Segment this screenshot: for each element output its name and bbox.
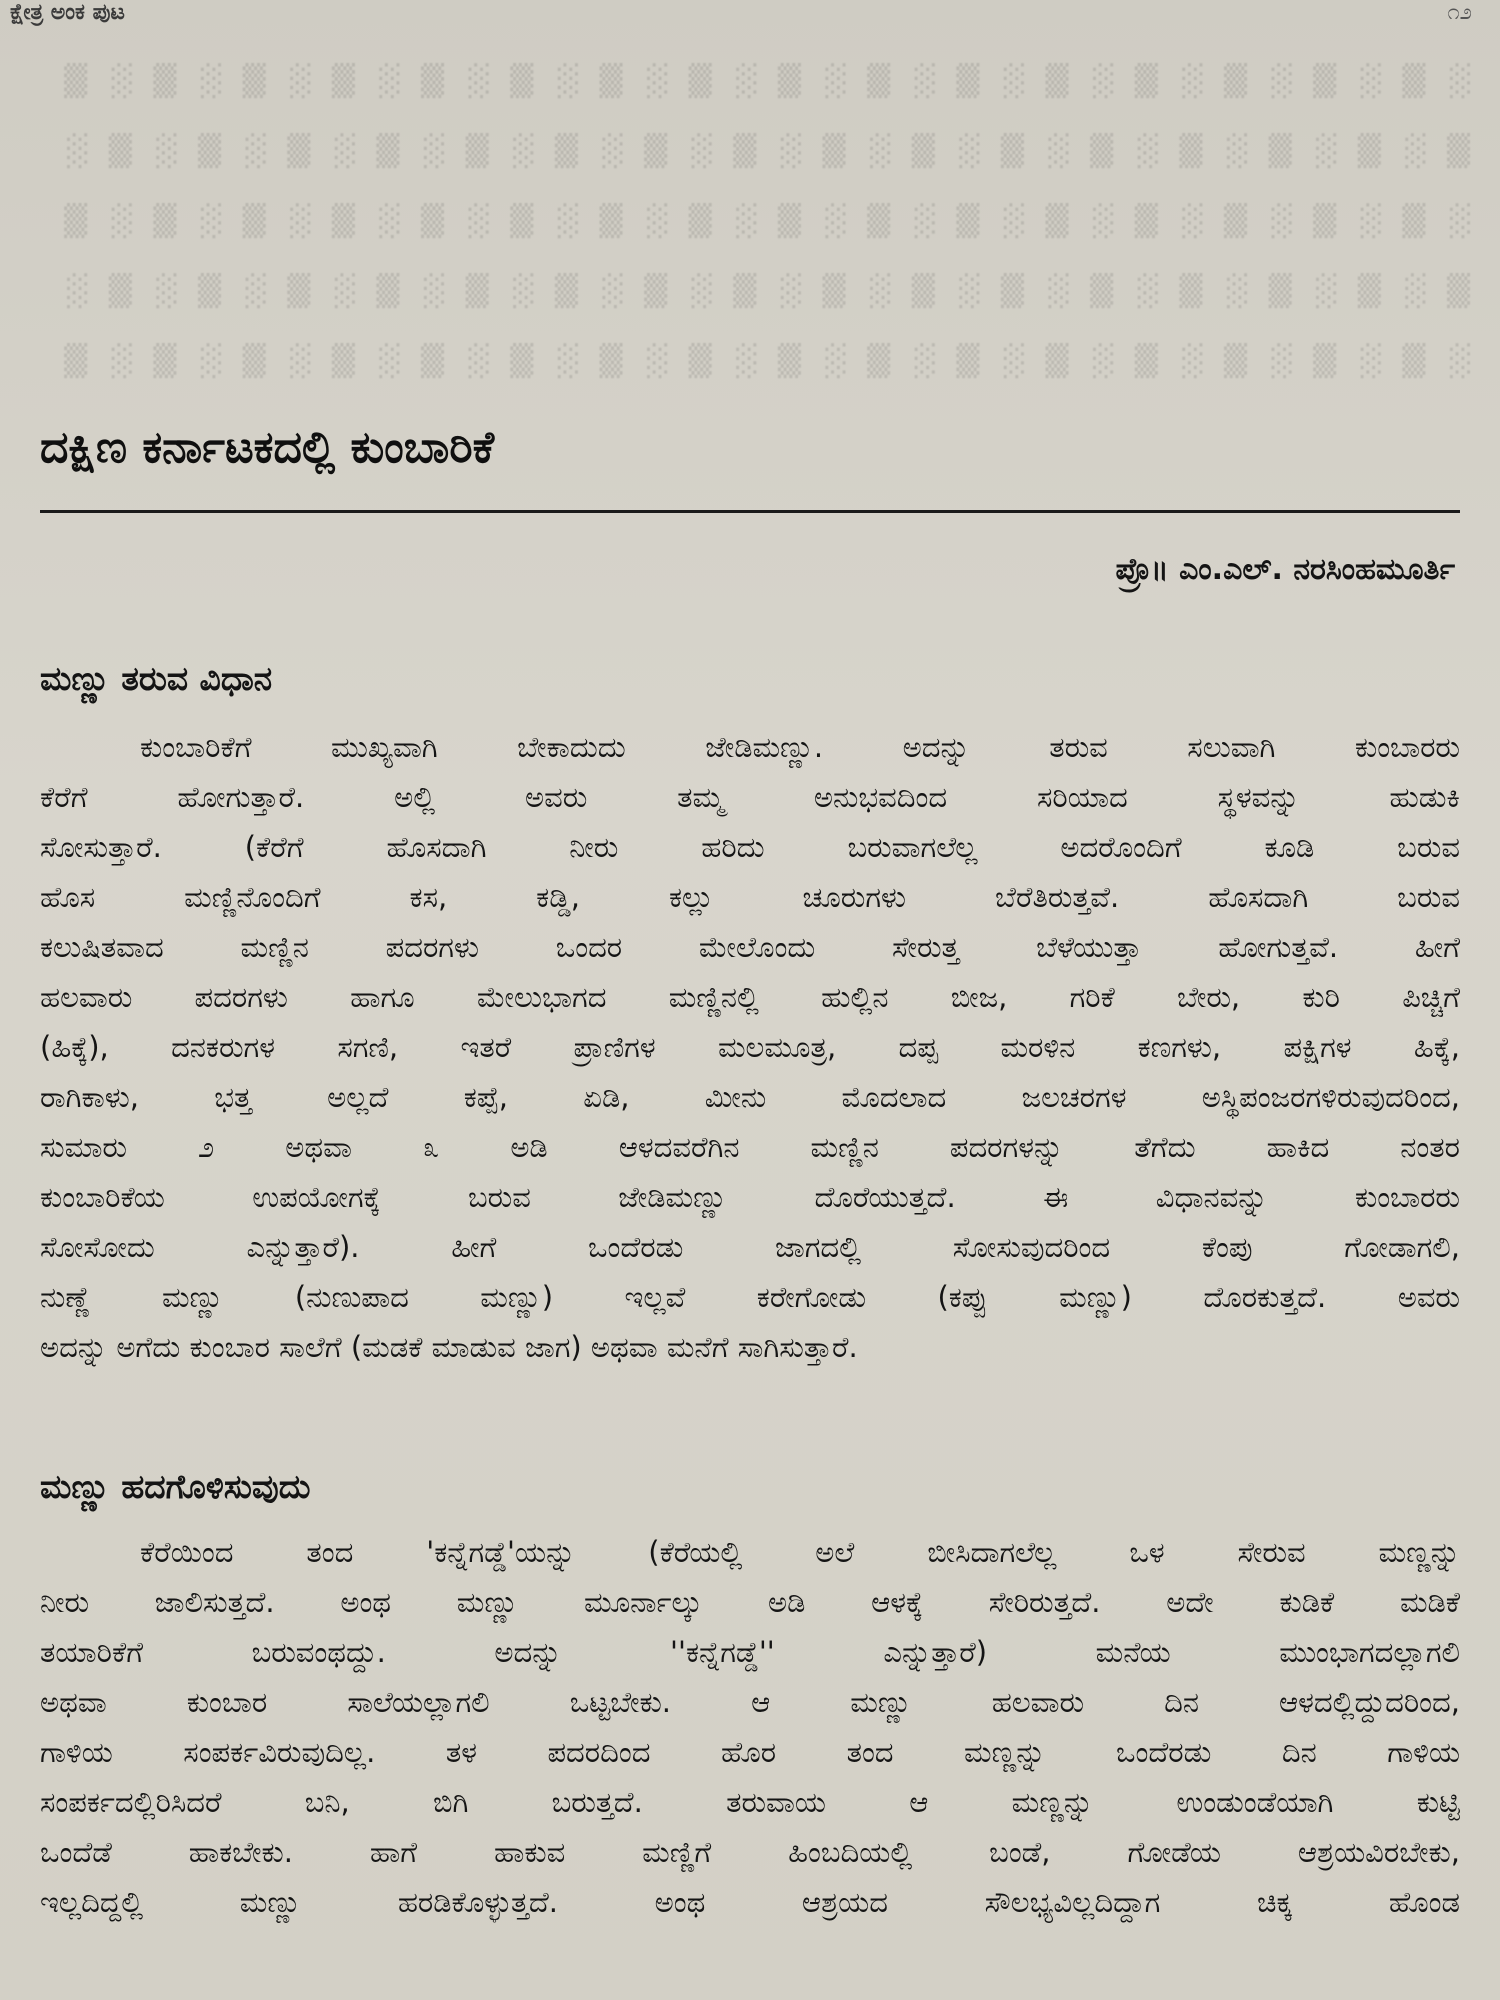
paragraph-line: ಸೋಸುತ್ತಾರೆ. (ಕೆರೆಗೆ ಹೊಸದಾಗಿ ನೀರು ಹರಿದು ಬರುವಾಗಲೆಲ್ಲ ಅದರೊಂದಿಗೆ ಕೂಡಿ ಬರುವ (40, 830, 1460, 864)
page-number: ೧೨ (1447, 0, 1472, 25)
paragraph-line: ಕಲುಷಿತವಾದ ಮಣ್ಣಿನ ಪದರಗಳು ಒಂದರ ಮೇಲೊಂದು ಸೇರುತ್ತ ಬೆಳೆಯುತ್ತಾ ಹೋಗುತ್ತವೆ. ಹೀಗೆ (40, 930, 1460, 964)
paragraph-line: ನುಣ್ಣೆ ಮಣ್ಣು (ನುಣುಪಾದ ಮಣ್ಣು) ಇಲ್ಲವೆ ಕರೇಗೋಡು (ಕಪ್ಪು ಮಣ್ಣು) ದೊರಕುತ್ತದೆ. ಅವರು (40, 1280, 1460, 1314)
paragraph-line: ತಯಾರಿಕೆಗೆ ಬರುವಂಥದ್ದು. ಅದನ್ನು ''ಕನ್ನೆಗಡ್ಡೆ'' ಎನ್ನುತ್ತಾರೆ) ಮನೆಯ ಮುಂಭಾಗದಲ್ಲಾಗಲಿ (40, 1635, 1460, 1669)
paragraph-clay-preparation (40, 1527, 1460, 1927)
paragraph-line: ಅಥವಾ ಕುಂಬಾರ ಸಾಲೆಯಲ್ಲಾಗಲಿ ಒಟ್ಟಬೇಕು. ಆ ಮಣ್ಣು ಹಲವಾರು ದಿನ ಆಳದಲ್ಲಿದ್ದುದರಿಂದ, (40, 1685, 1460, 1719)
section-heading-clay-preparation: ಮಣ್ಣು ಹದಗೊಳಿಸುವುದು (40, 1467, 311, 1506)
paragraph-line: ಕುಂಬಾರಿಕೆಗೆ ಮುಖ್ಯವಾಗಿ ಬೇಕಾದುದು ಜೇಡಿಮಣ್ಣು. ಅದನ್ನು ತರುವ ಸಲುವಾಗಿ ಕುಂಬಾರರು (140, 730, 1460, 764)
paragraph-line: ರಾಗಿಕಾಳು, ಭತ್ತ ಅಲ್ಲದೆ ಕಪ್ಪೆ, ಏಡಿ, ಮೀನು ಮೊದಲಾದ ಜಲಚರಗಳ ಅಸ್ಥಿಪಂಜರಗಳಿರುವುದರಿಂದ, (40, 1080, 1460, 1114)
paragraph-line: ಅದನ್ನು ಅಗೆದು ಕುಂಬಾರ ಸಾಲೆಗೆ (ಮಡಕೆ ಮಾಡುವ ಜಾಗ) ಅಥವಾ ಮನೆಗೆ ಸಾಗಿಸುತ್ತಾರೆ. (40, 1330, 858, 1364)
paragraph-line: ನೀರು ಜಾಲಿಸುತ್ತದೆ. ಅಂಥ ಮಣ್ಣು ಮೂರ್ನಾಲ್ಕು ಅಡಿ ಆಳಕ್ಕೆ ಸೇರಿರುತ್ತದೆ. ಅದೇ ಕುಡಿಕೆ ಮಡಿಕೆ (40, 1585, 1460, 1619)
bleed-through-texture: ░ ▒ ░ ▒ ░ ▒ ░ ▒ ░ ▒ ░ ▒ ░ ▒ ░ ▒ ░ ▒ ░ ▒ ░ ▒ ░ ▒ ░ ▒ ░ ▒ ░ ▒ ░ ▒ (58, 204, 1470, 239)
paragraph-line: ಹಲವಾರು ಪದರಗಳು ಹಾಗೂ ಮೇಲುಭಾಗದ ಮಣ್ಣಿನಲ್ಲಿ ಹುಲ್ಲಿನ ಬೀಜ, ಗರಿಕೆ ಬೇರು, ಕುರಿ ಪಿಚ್ಚಿಗೆ (40, 980, 1460, 1014)
bleed-through-texture: ░ ▒ ░ ▒ ░ ▒ ░ ▒ ░ ▒ ░ ▒ ░ ▒ ░ ▒ ░ ▒ ░ ▒ ░ ▒ ░ ▒ ░ ▒ ░ ▒ ░ ▒ ░ ▒ (58, 64, 1470, 99)
paragraph-line: ಕೆರೆಗೆ ಹೋಗುತ್ತಾರೆ. ಅಲ್ಲಿ ಅವರು ತಮ್ಮ ಅನುಭವದಿಂದ ಸರಿಯಾದ ಸ್ಥಳವನ್ನು ಹುಡುಕಿ (40, 780, 1460, 814)
bleed-through-texture: ▒ ░ ▒ ░ ▒ ░ ▒ ░ ▒ ░ ▒ ░ ▒ ░ ▒ ░ ▒ ░ ▒ ░ ▒ ░ ▒ ░ ▒ ░ ▒ ░ ▒ ░ ▒ ░ (58, 134, 1470, 169)
author-name: ಪ್ರೊ॥ ಎಂ.ಎಲ್. ನರಸಿಂಹಮೂರ್ತಿ (1115, 552, 1455, 587)
paragraph-line: ಸೋಸೋದು ಎನ್ನುತ್ತಾರೆ). ಹೀಗೆ ಒಂದೆರಡು ಜಾಗದಲ್ಲಿ ಸೋಸುವುದರಿಂದ ಕೆಂಪು ಗೋಡಾಗಲಿ, (40, 1230, 1460, 1264)
paragraph-line: ಒಂದೆಡೆ ಹಾಕಬೇಕು. ಹಾಗೆ ಹಾಕುವ ಮಣ್ಣಿಗೆ ಹಿಂಬದಿಯಲ್ಲಿ ಬಂಡೆ, ಗೋಡೆಯ ಆಶ್ರಯವಿರಬೇಕು, (40, 1835, 1460, 1869)
section-heading-clay-collection: ಮಣ್ಣು ತರುವ ವಿಧಾನ (40, 659, 273, 698)
paragraph-line: ಸುಮಾರು ೨ ಅಥವಾ ೩ ಅಡಿ ಆಳದವರೆಗಿನ ಮಣ್ಣಿನ ಪದರಗಳನ್ನು ತೆಗೆದು ಹಾಕಿದ ನಂತರ (40, 1130, 1460, 1164)
paragraph-line: ಹೊಸ ಮಣ್ಣಿನೊಂದಿಗೆ ಕಸ, ಕಡ್ಡಿ, ಕಲ್ಲು ಚೂರುಗಳು ಬೆರೆತಿರುತ್ತವೆ. ಹೊಸದಾಗಿ ಬರುವ (40, 880, 1460, 914)
paragraph-line: (ಹಿಕ್ಕೆ), ದನಕರುಗಳ ಸಗಣಿ, ಇತರೆ ಪ್ರಾಣಿಗಳ ಮಲಮೂತ್ರ, ದಪ್ಪ ಮರಳಿನ ಕಣಗಳು, ಪಕ್ಷಿಗಳ ಹಿಕ್ಕೆ, (40, 1030, 1460, 1064)
paragraph-line: ಇಲ್ಲದಿದ್ದಲ್ಲಿ ಮಣ್ಣು ಹರಡಿಕೊಳ್ಳುತ್ತದೆ. ಅಂಥ ಆಶ್ರಯದ ಸೌಲಭ್ಯವಿಲ್ಲದಿದ್ದಾಗ ಚಿಕ್ಕ ಹೊಂಡ (40, 1885, 1460, 1919)
bleed-through-texture: ▒ ░ ▒ ░ ▒ ░ ▒ ░ ▒ ░ ▒ ░ ▒ ░ ▒ ░ ▒ ░ ▒ ░ ▒ ░ ▒ ░ ▒ ░ ▒ ░ ▒ ░ ▒ ░ (58, 274, 1470, 309)
paragraph-line: ಕೆರೆಯಿಂದ ತಂದ 'ಕನ್ನೆಗಡ್ಡೆ'ಯನ್ನು (ಕೆರೆಯಲ್ಲಿ ಅಲೆ ಬೀಸಿದಾಗಲೆಲ್ಲ ಒಳ ಸೇರುವ ಮಣ್ಣನ್ನು (140, 1535, 1460, 1569)
article-title: ದಕ್ಷಿಣ ಕರ್ನಾಟಕದಲ್ಲಿ ಕುಂಬಾರಿಕೆ (40, 422, 495, 473)
paragraph-line: ಕುಂಬಾರಿಕೆಯ ಉಪಯೋಗಕ್ಕೆ ಬರುವ ಜೇಡಿಮಣ್ಣು ದೊರೆಯುತ್ತದೆ. ಈ ವಿಧಾನವನ್ನು ಕುಂಬಾರರು (40, 1180, 1460, 1214)
paragraph-line: ಸಂಪರ್ಕದಲ್ಲಿರಿಸಿದರೆ ಬನಿ, ಬಿಗಿ ಬರುತ್ತದೆ. ತರುವಾಯ ಆ ಮಣ್ಣನ್ನು ಉಂಡುಂಡೆಯಾಗಿ ಕುಟ್ಟಿ (40, 1785, 1460, 1819)
title-rule (40, 510, 1460, 513)
running-header: ಕ್ಷೇತ್ರ ಅಂಕ ಪುಟ (10, 0, 125, 25)
paragraph-clay-collection (40, 722, 1460, 1372)
paragraph-line: ಗಾಳಿಯ ಸಂಪರ್ಕವಿರುವುದಿಲ್ಲ. ತಳ ಪದರದಿಂದ ಹೊರ ತಂದ ಮಣ್ಣನ್ನು ಒಂದೆರಡು ದಿನ ಗಾಳಿಯ (40, 1735, 1460, 1769)
bleed-through-texture: ░ ▒ ░ ▒ ░ ▒ ░ ▒ ░ ▒ ░ ▒ ░ ▒ ░ ▒ ░ ▒ ░ ▒ ░ ▒ ░ ▒ ░ ▒ ░ ▒ ░ ▒ ░ ▒ (58, 344, 1470, 379)
